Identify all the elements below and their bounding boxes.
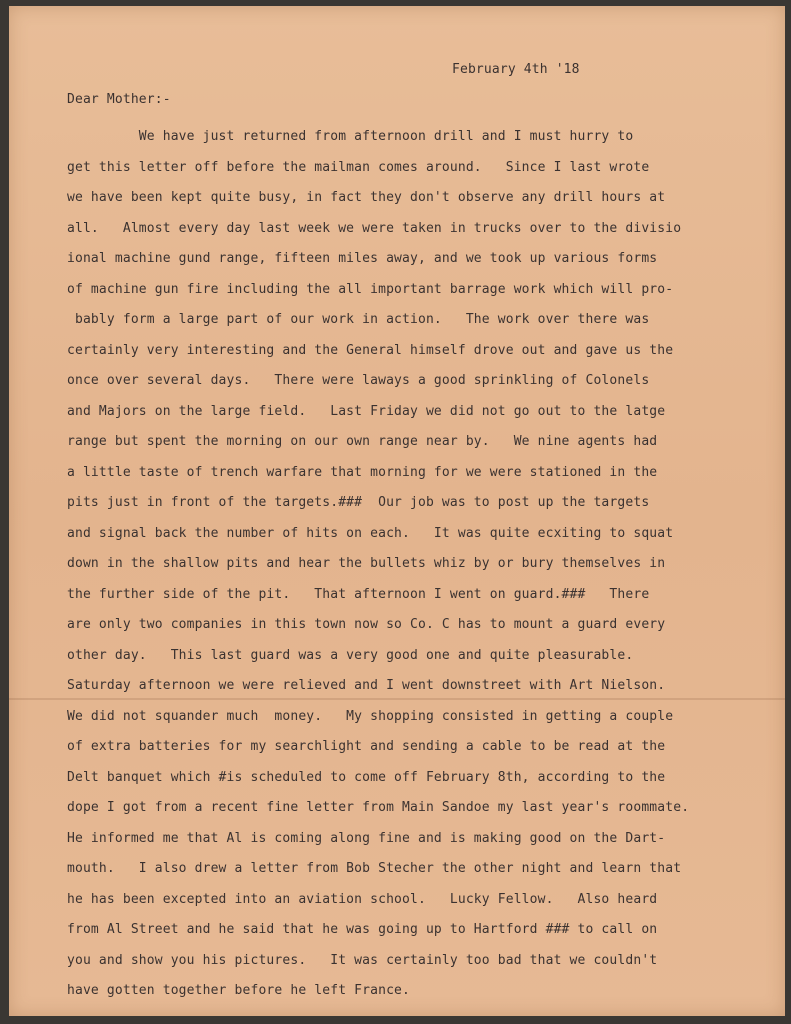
letter-line: the further side of the pit. That afternoon I went on guard.### There — [67, 586, 650, 602]
letter-line: He informed me that Al is coming along fine and is making good on the Dart- — [67, 830, 666, 846]
letter-line: pits just in front of the targets.### Our job was to post up the targets — [67, 495, 650, 510]
letter-line: certainly very interesting and the General himself drove out and gave us the — [67, 342, 674, 358]
letter-line: all. Almost every day last week we were taken in trucks over to the divisio — [67, 220, 682, 236]
letter-line: ional machine gund range, fifteen miles away, and we took up various forms — [67, 251, 658, 266]
letter-page — [9, 6, 785, 1016]
letter-line: and Majors on the large field. Last Friday we did not go out to the latge — [67, 403, 666, 419]
letter-line: you and show you his pictures. It was certainly too bad that we couldn't — [67, 952, 658, 968]
letter-body — [67, 122, 689, 1007]
letter-line: bably form a large part of our work in action. The work over there was — [67, 312, 650, 327]
letter-line: from Al Street and he said that he was going up to Hartford ### to call on — [67, 922, 658, 937]
letter-line: range but spent the morning on our own range near by. We nine agents had — [67, 434, 658, 449]
letter-line: down in the shallow pits and hear the bullets whiz by or bury themselves in — [67, 556, 666, 571]
letter-line: he has been excepted into an aviation school. Lucky Fellow. Also heard — [67, 891, 658, 907]
letter-line: we have been kept quite busy, in fact they don't observe any drill hours at — [67, 190, 666, 205]
letter-line: other day. This last guard was a very good one and quite pleasurable. — [67, 647, 634, 663]
letter-line: a little taste of trench warfare that morning for we were stationed in the — [67, 464, 658, 480]
letter-line: We have just returned from afternoon drill and I must hurry to — [67, 129, 634, 144]
letter-line: once over several days. There were laways a good sprinkling of Colonels — [67, 373, 650, 388]
letter-line: dope I got from a recent fine letter from Main Sandoe my last year's roommate. — [67, 800, 690, 815]
letter-line: and signal back the number of hits on each. It was quite ecxiting to squat — [67, 525, 674, 541]
letter-line: of machine gun fire including the all important barrage work which will pro- — [67, 281, 674, 297]
letter-line: Saturday afternoon we were relieved and I went downstreet with Art Nielson. — [67, 678, 666, 693]
letter-line: Delt banquet which #is scheduled to come off February 8th, according to the — [67, 769, 666, 785]
letter-line: of extra batteries for my searchlight and sending a cable to be read at the — [67, 739, 666, 754]
letter-line: are only two companies in this town now so Co. C has to mount a guard every — [67, 617, 666, 632]
letter-date: February 4th '18 — [452, 62, 580, 77]
letter-line: mouth. I also drew a letter from Bob Stecher the other night and learn that — [67, 861, 682, 876]
letter-line: have gotten together before he left France. — [67, 983, 410, 998]
letter-line: get this letter off before the mailman comes around. Since I last wrote — [67, 159, 650, 175]
letter-line: We did not squander much money. My shopping consisted in getting a couple — [67, 708, 674, 724]
letter-salutation: Dear Mother:- — [67, 92, 171, 107]
